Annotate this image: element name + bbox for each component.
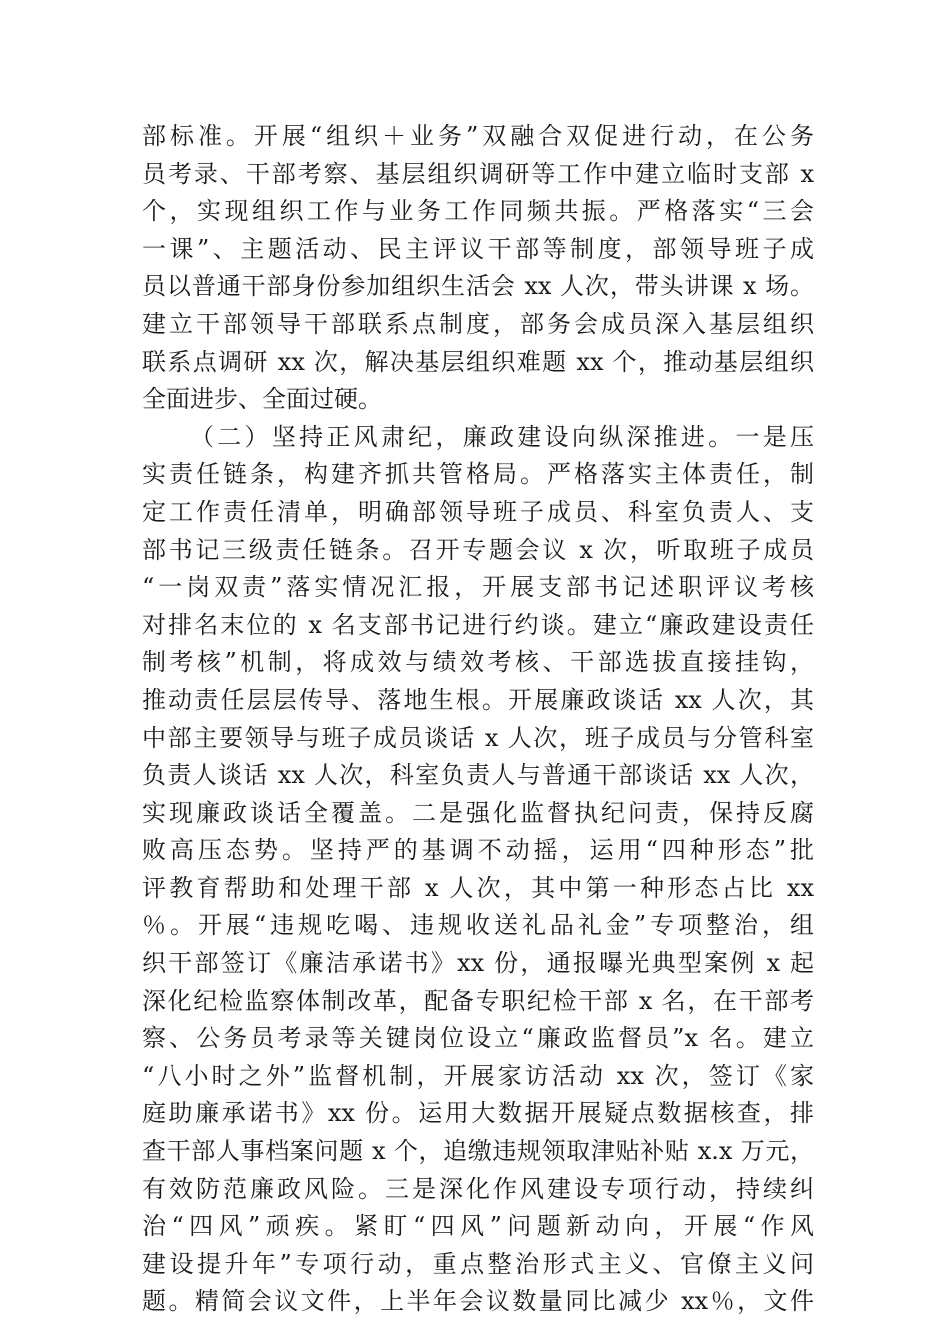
text-line: “八小时之外”监督机制，开展家访活动 xx 次，签订《家 (142, 1061, 814, 1090)
text-line: 中部主要领导与班子成员谈话 x 人次，班子成员与分管科室 (142, 723, 814, 752)
text-line: 部标准。开展“组织＋业务”双融合双促进行动，在公务 (142, 122, 814, 150)
text-line: 推动责任层层传导、落地生根。开展廉政谈话 xx 人次，其 (142, 685, 814, 714)
text-line: 制考核”机制，将成效与绩效考核、干部选拔直接挂钩， (142, 648, 814, 677)
text-line: 对排名末位的 x 名支部书记进行约谈。建立“廉政建设责任 (142, 610, 814, 639)
text-line: 定工作责任清单，明确部领导班子成员、科室负责人、支 (142, 497, 814, 526)
text-line: 败高压态势。坚持严的基调不动摇，运用“四种形态”批 (142, 836, 814, 865)
text-line: 织干部签订《廉洁承诺书》xx 份，通报曝光典型案例 x 起 (142, 949, 814, 978)
text-line: 实责任链条，构建齐抓共管格局。严格落实主体责任，制 (142, 460, 814, 489)
text-line: 题。精简会议文件，上半年会议数量同比减少 xx％，文件 (142, 1287, 814, 1316)
text-line: 查干部人事档案问题 x 个，追缴违规领取津贴补贴 x.x 万元， (142, 1137, 814, 1166)
text-line: 员以普通干部身份参加组织生活会 xx 人次，带头讲课 x 场。 (142, 272, 814, 301)
text-line: 察、公务员考录等关键岗位设立“廉政监督员”x 名。建立 (142, 1024, 814, 1053)
text-line: “一岗双责”落实情况汇报，开展支部书记述职评议考核 (142, 573, 814, 602)
text-line: 建设提升年”专项行动，重点整治形式主义、官僚主义问 (142, 1249, 814, 1278)
text-line: 深化纪检监察体制改革，配备专职纪检干部 x 名，在干部考 (142, 986, 814, 1015)
text-line: 部书记三级责任链条。召开专题会议 x 次，听取班子成员 (142, 535, 814, 564)
text-line: 治“四风”顽疾。紧盯“四风”问题新动向，开展“作风 (142, 1212, 814, 1241)
body-text (142, 118, 814, 1321)
text-line: 一课”、主题活动、民主评议干部等制度，部领导班子成 (142, 234, 814, 263)
text-line: 实现廉政谈话全覆盖。二是强化监督执纪问责，保持反腐 (142, 798, 814, 827)
text-line: 员考录、干部考察、基层组织调研等工作中建立临时支部 x (142, 159, 814, 188)
text-line: 评教育帮助和处理干部 x 人次，其中第一种形态占比 xx (142, 873, 814, 902)
text-line: 个，实现组织工作与业务工作同频共振。严格落实“三会 (142, 197, 814, 226)
text-line: 负责人谈话 xx 人次，科室负责人与普通干部谈话 xx 人次， (142, 761, 814, 790)
text-line: 联系点调研 xx 次，解决基层组织难题 xx 个，推动基层组织 (142, 347, 814, 376)
text-line: 庭助廉承诺书》xx 份。运用大数据开展疑点数据核查，排 (142, 1099, 814, 1128)
section-heading-line: （二）坚持正风肃纪，廉政建设向纵深推进。一是压 (190, 422, 814, 451)
text-line: 全面进步、全面过硬。 (142, 385, 382, 414)
text-line: ％。开展“违规吃喝、违规收送礼品礼金”专项整治，组 (142, 911, 814, 940)
text-line: 有效防范廉政风险。三是深化作风建设专项行动，持续纠 (142, 1174, 814, 1203)
text-line: 建立干部领导干部联系点制度，部务会成员深入基层组织 (142, 309, 814, 338)
